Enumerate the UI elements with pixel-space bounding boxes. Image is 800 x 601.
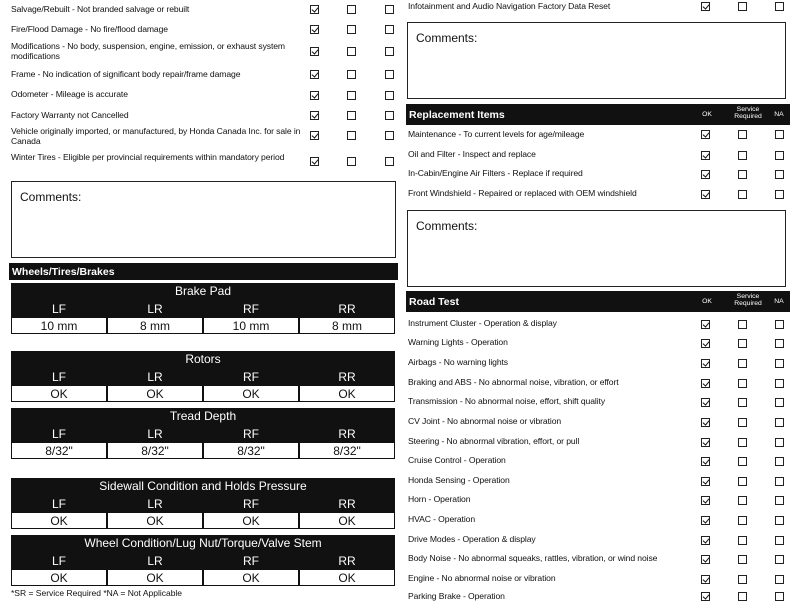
checklist-item-label: Vehicle originally imported, or manufactured, by Honda Canada Inc. for sale in Canada [11, 126, 301, 146]
ok-checkbox[interactable] [310, 47, 319, 56]
checklist-item-label: Instrument Cluster - Operation & display [408, 318, 557, 328]
ok-checkbox[interactable] [701, 477, 710, 486]
value-cell: OK [299, 385, 395, 402]
checklist-item-label: CV Joint - No abnormal noise or vibration [408, 416, 562, 426]
service-required-checkbox[interactable] [738, 379, 747, 388]
col-rr: RR [299, 552, 395, 569]
na-checkbox[interactable] [385, 70, 394, 79]
checklist-item-label: Horn - Operation [408, 494, 471, 504]
service-required-checkbox[interactable] [347, 111, 356, 120]
service-required-checkbox[interactable] [738, 536, 747, 545]
value-cell: 8/32" [203, 442, 299, 459]
value-cell: OK [203, 512, 299, 529]
sidewall-table [11, 478, 395, 529]
service-required-checkbox[interactable] [738, 170, 747, 179]
col-lr: LR [107, 368, 203, 385]
col-lf: LF [11, 495, 107, 512]
value-cell: OK [11, 512, 107, 529]
na-checkbox[interactable] [775, 130, 784, 139]
service-required-column-header: Service Required [734, 106, 762, 120]
service-required-checkbox[interactable] [738, 130, 747, 139]
value-cell: OK [107, 385, 203, 402]
na-checkbox[interactable] [385, 5, 394, 14]
road-test-title: Road Test [409, 296, 459, 308]
checklist-item-label: Frame - No indication of significant body repair/frame damage [11, 69, 241, 79]
ok-checkbox[interactable] [310, 111, 319, 120]
replacement-items-header [406, 104, 790, 125]
value-cell: 10 mm [203, 317, 299, 334]
ok-checkbox[interactable] [701, 339, 710, 348]
service-required-checkbox[interactable] [347, 47, 356, 56]
ok-checkbox[interactable] [701, 320, 710, 329]
na-column-header: NA [774, 111, 784, 118]
checklist-item-label: Maintenance - To current levels for age/mileage [408, 129, 585, 139]
service-required-checkbox[interactable] [738, 2, 747, 11]
service-required-checkbox[interactable] [347, 5, 356, 14]
na-checkbox[interactable] [385, 111, 394, 120]
ok-checkbox[interactable] [310, 131, 319, 140]
service-required-checkbox[interactable] [738, 339, 747, 348]
checklist-item-label: Factory Warranty not Cancelled [11, 110, 129, 120]
comments-box[interactable] [407, 210, 786, 287]
col-rr: RR [299, 425, 395, 442]
wheels-section-title: Wheels/Tires/Brakes [12, 266, 115, 278]
checklist-item-label: Modifications - No body, suspension, engine, emission, or exhaust system modifications [11, 41, 285, 61]
na-checkbox[interactable] [775, 2, 784, 11]
checklist-item-label: Engine - No abnormal noise or vibration [408, 573, 556, 583]
checklist-item-label: Cruise Control - Operation [408, 455, 506, 465]
na-checkbox[interactable] [775, 496, 784, 505]
na-checkbox[interactable] [385, 131, 394, 140]
table-title: Brake Pad [11, 283, 395, 300]
col-lf: LF [11, 552, 107, 569]
na-checkbox[interactable] [775, 438, 784, 447]
col-rr: RR [299, 300, 395, 317]
comments-box[interactable] [11, 181, 396, 258]
table-title: Wheel Condition/Lug Nut/Torque/Valve Stem [11, 535, 395, 552]
checklist-item-label: Fire/Flood Damage - No fire/flood damage [11, 24, 168, 34]
service-required-checkbox[interactable] [738, 555, 747, 564]
checklist-item-label: Parking Brake - Operation [408, 591, 505, 601]
value-cell: OK [299, 569, 395, 586]
ok-checkbox[interactable] [701, 418, 710, 427]
service-required-checkbox[interactable] [738, 516, 747, 525]
col-rf: RF [203, 552, 299, 569]
na-checkbox[interactable] [385, 157, 394, 166]
col-lf: LF [11, 368, 107, 385]
ok-checkbox[interactable] [701, 516, 710, 525]
col-rr: RR [299, 368, 395, 385]
ok-checkbox[interactable] [701, 359, 710, 368]
ok-checkbox[interactable] [701, 496, 710, 505]
na-checkbox[interactable] [775, 151, 784, 160]
ok-checkbox[interactable] [310, 157, 319, 166]
col-rr: RR [299, 495, 395, 512]
na-checkbox[interactable] [775, 418, 784, 427]
value-cell: OK [203, 569, 299, 586]
checklist-item-label: Odometer - Mileage is accurate [11, 89, 128, 99]
value-cell: OK [299, 512, 395, 529]
col-lf: LF [11, 300, 107, 317]
checklist-item-label: Braking and ABS - No abnormal noise, vibration, or effort [408, 377, 619, 387]
service-required-checkbox[interactable] [738, 320, 747, 329]
footnote: *SR = Service Required *NA = Not Applicable [11, 588, 183, 598]
checklist-item-label: HVAC - Operation [408, 514, 476, 524]
col-lf: LF [11, 425, 107, 442]
ok-checkbox[interactable] [701, 457, 710, 466]
service-required-checkbox[interactable] [738, 418, 747, 427]
na-checkbox[interactable] [385, 91, 394, 100]
value-cell: 10 mm [11, 317, 107, 334]
ok-checkbox[interactable] [310, 25, 319, 34]
value-cell: 8/32" [11, 442, 107, 459]
col-lr: LR [107, 495, 203, 512]
na-checkbox[interactable] [385, 25, 394, 34]
rotors-table [11, 351, 395, 402]
checklist-item-label: Honda Sensing - Operation [408, 475, 510, 485]
na-checkbox[interactable] [775, 359, 784, 368]
checklist-item-label: Infotainment and Audio Navigation Factory Data Reset [408, 1, 611, 11]
value-cell: OK [11, 385, 107, 402]
na-checkbox[interactable] [775, 536, 784, 545]
col-lr: LR [107, 300, 203, 317]
value-cell: 8/32" [299, 442, 395, 459]
service-required-checkbox[interactable] [738, 457, 747, 466]
value-cell: 8/32" [107, 442, 203, 459]
na-checkbox[interactable] [775, 320, 784, 329]
ok-checkbox[interactable] [701, 398, 710, 407]
checklist-item-label: Winter Tires - Eligible per provincial requirements within mandatory period [11, 152, 285, 162]
na-checkbox[interactable] [775, 555, 784, 564]
ok-checkbox[interactable] [701, 170, 710, 179]
checklist-item-label: Steering - No abnormal vibration, effort, or pull [408, 436, 580, 446]
ok-column-header: OK [702, 111, 712, 118]
na-checkbox[interactable] [385, 47, 394, 56]
road-test-header [406, 291, 790, 312]
brake-pad-table [11, 283, 395, 334]
service-required-checkbox[interactable] [738, 575, 747, 584]
ok-checkbox[interactable] [701, 2, 710, 11]
col-lr: LR [107, 425, 203, 442]
col-rf: RF [203, 368, 299, 385]
checklist-item-label: Salvage/Rebuilt - Not branded salvage or rebuilt [11, 4, 190, 14]
ok-checkbox[interactable] [701, 130, 710, 139]
col-rf: RF [203, 300, 299, 317]
na-checkbox[interactable] [775, 379, 784, 388]
table-title: Sidewall Condition and Holds Pressure [11, 478, 395, 495]
checklist-item-label: Airbags - No warning lights [408, 357, 508, 367]
ok-checkbox[interactable] [701, 536, 710, 545]
service-required-checkbox[interactable] [738, 190, 747, 199]
ok-checkbox[interactable] [701, 190, 710, 199]
checklist-item-label: Warning Lights - Operation [408, 337, 508, 347]
service-required-checkbox[interactable] [347, 157, 356, 166]
ok-checkbox[interactable] [310, 5, 319, 14]
col-rf: RF [203, 495, 299, 512]
checklist-item-label: Oil and Filter - Inspect and replace [408, 149, 536, 159]
ok-column-header: OK [702, 298, 712, 305]
service-required-checkbox[interactable] [738, 398, 747, 407]
col-rf: RF [203, 425, 299, 442]
service-required-column-header: Service Required [734, 293, 762, 307]
ok-checkbox[interactable] [701, 379, 710, 388]
na-checkbox[interactable] [775, 477, 784, 486]
value-cell: OK [107, 512, 203, 529]
ok-checkbox[interactable] [701, 438, 710, 447]
table-title: Rotors [11, 351, 395, 368]
na-checkbox[interactable] [775, 516, 784, 525]
ok-checkbox[interactable] [701, 555, 710, 564]
na-checkbox[interactable] [775, 170, 784, 179]
ok-checkbox[interactable] [701, 151, 710, 160]
na-checkbox[interactable] [775, 190, 784, 199]
value-cell: 8 mm [107, 317, 203, 334]
service-required-checkbox[interactable] [347, 70, 356, 79]
comments-label: Comments: [416, 219, 478, 233]
checklist-item-label: Body Noise - No abnormal squeaks, rattles, vibration, or wind noise [408, 553, 658, 563]
service-required-checkbox[interactable] [347, 91, 356, 100]
checklist-item-label: Drive Modes - Operation & display [408, 534, 536, 544]
service-required-checkbox[interactable] [738, 496, 747, 505]
service-required-checkbox[interactable] [738, 151, 747, 160]
na-checkbox[interactable] [775, 339, 784, 348]
checklist-item-label: Front Windshield - Repaired or replaced with OEM windshield [408, 188, 637, 198]
checklist-item-label: Transmission - No abnormal noise, effort, shift quality [408, 396, 606, 406]
comments-label: Comments: [20, 190, 82, 204]
ok-checkbox[interactable] [701, 575, 710, 584]
value-cell: OK [11, 569, 107, 586]
service-required-checkbox[interactable] [738, 359, 747, 368]
service-required-checkbox[interactable] [738, 438, 747, 447]
ok-checkbox[interactable] [310, 70, 319, 79]
table-title: Tread Depth [11, 408, 395, 425]
wheels-section-header [9, 263, 398, 280]
comments-box[interactable] [407, 22, 786, 99]
value-cell: OK [203, 385, 299, 402]
wheel-condition-table [11, 535, 395, 586]
ok-checkbox[interactable] [310, 91, 319, 100]
checklist-item-label: In-Cabin/Engine Air Filters - Replace if required [408, 168, 583, 178]
value-cell: 8 mm [299, 317, 395, 334]
col-lr: LR [107, 552, 203, 569]
service-required-checkbox[interactable] [738, 477, 747, 486]
service-required-checkbox[interactable] [347, 25, 356, 34]
na-checkbox[interactable] [775, 457, 784, 466]
comments-label: Comments: [416, 31, 478, 45]
na-checkbox[interactable] [775, 398, 784, 407]
na-checkbox[interactable] [775, 575, 784, 584]
value-cell: OK [107, 569, 203, 586]
na-column-header: NA [774, 298, 784, 305]
replacement-items-title: Replacement Items [409, 109, 505, 121]
service-required-checkbox[interactable] [347, 131, 356, 140]
tread-depth-table [11, 408, 395, 459]
